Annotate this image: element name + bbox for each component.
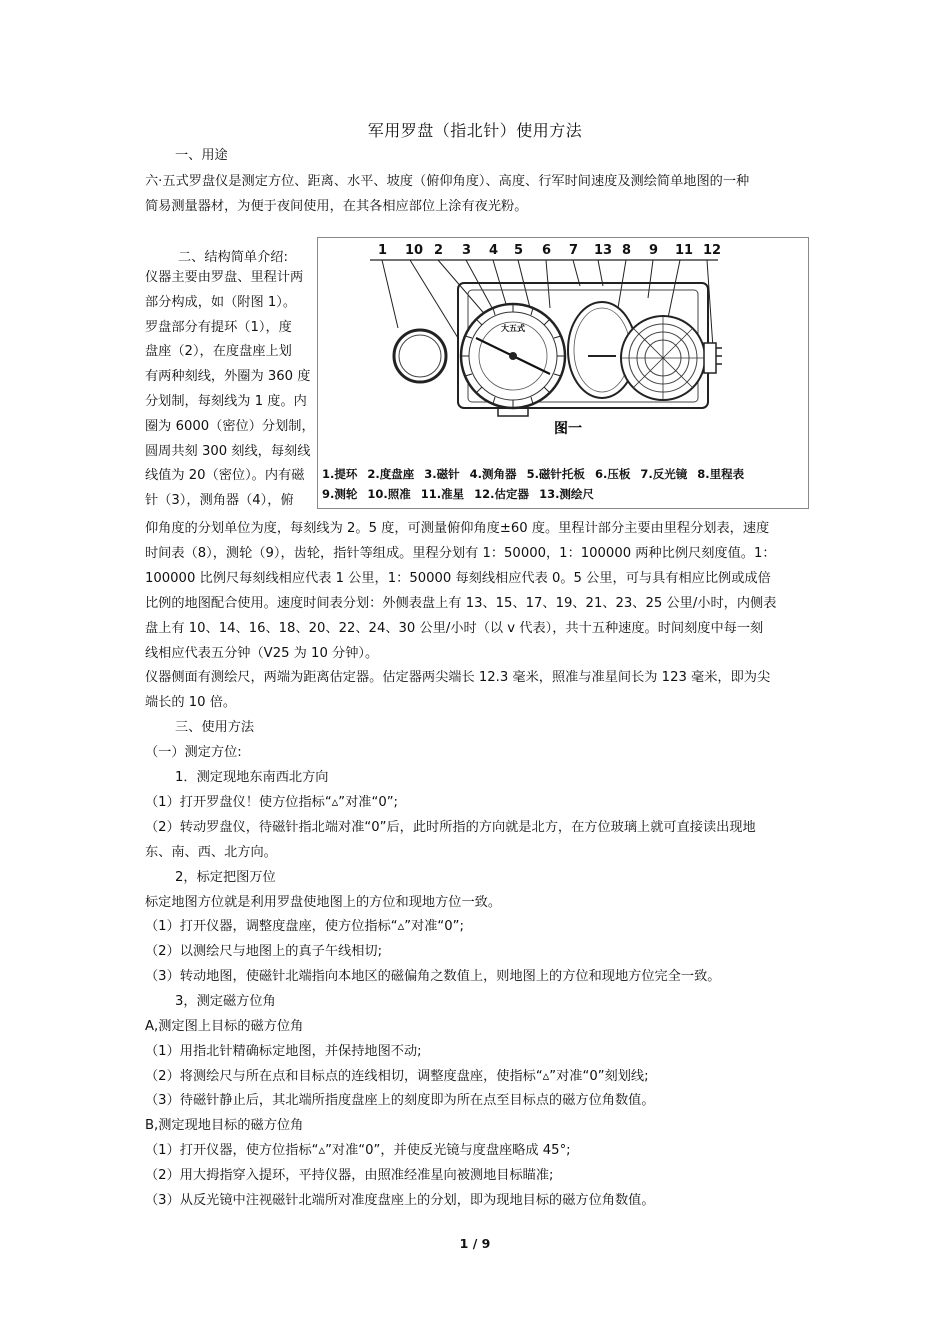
section2-line: 比例的地图配合使用。速度时间表分划：外侧表盘上有 13、15、17、19、21、23、25 公里/小时，内侧表 (145, 596, 777, 611)
item3b-line: （2）用大拇指穿入提环，平持仪器，由照准经准星向被测地目标瞄准; (145, 1168, 554, 1183)
item3b-line: （3）从反光镜中注视磁针北端所对准度盘座上的分划，即为现地目标的磁方位角数值。 (145, 1193, 655, 1208)
item2-line: （3）转动地图，使磁针北端指向本地区的磁偏角之数值上，则地图上的方位和现地方位完全一致。 (145, 969, 721, 984)
legend-item: 8.里程表 (697, 467, 745, 481)
label-num: 10 (405, 243, 424, 258)
dial-brand-text: 大五式 (501, 324, 525, 333)
item3a-title: A,测定图上目标的磁方位角 (145, 1019, 304, 1034)
section2-heading: 二、结构简单介绍: (178, 250, 288, 265)
item1-line: （2）转动罗盘仪，待磁针指北端对准“0”后，此时所指的方向就是北方，在方位玻璃上就可直接读出现地 (145, 820, 756, 835)
item3a-line: （2）将测绘尺与所在点和目标点的连线相切，调整度盘座，使指标“▵”对准“0”刻划线; (145, 1069, 649, 1084)
item2-line: 标定地图方位就是利用罗盘使地图上的方位和现地方位一致。 (145, 895, 502, 910)
section2-line: 端长的 10 倍。 (145, 695, 237, 710)
item3-title: 3，测定磁方位角 (175, 994, 276, 1009)
label-num: 12 (703, 243, 722, 258)
section2-left-line: 部分构成，如（附图 1）。 (145, 294, 297, 310)
section2-left-line: 盘座（2），在度盘座上划 (145, 344, 292, 360)
section2-left-column (145, 266, 317, 514)
figure-legend-row-2 (322, 486, 600, 502)
label-num: 13 (594, 243, 613, 258)
section3-heading: 三、使用方法 (175, 720, 255, 735)
section3-sub1: （一）测定方位: (145, 745, 242, 760)
legend-item: 1.提环 (322, 467, 358, 481)
legend-item: 4.测角器 (469, 467, 517, 481)
label-num: 11 (675, 243, 694, 258)
section2-left-line: 圆周共刻 300 刻线，每刻线 (145, 443, 311, 459)
legend-item: 2.度盘座 (367, 467, 415, 481)
legend-item: 11.准星 (420, 487, 465, 501)
label-num: 7 (569, 243, 579, 258)
section2-left-line: 针（3），测角器（4），俯 (145, 493, 294, 509)
legend-item: 13.测绘尺 (539, 487, 594, 501)
label-num: 2 (434, 243, 444, 258)
label-num: 1 (378, 243, 388, 258)
label-num: 5 (514, 243, 524, 258)
item1-line: （1）打开罗盘仪！使方位指标“▵”对准“0”; (145, 795, 398, 810)
section2-line: 线相应代表五分钟（V25 为 10 分钟）。 (145, 646, 379, 661)
legend-item: 6.压板 (594, 467, 631, 481)
item2-line: （1）打开仪器，调整度盘座，使方位指标“▵”对准“0”; (145, 919, 464, 934)
section1-line-1: 六·五式罗盘仪是测定方位、距离、水平、坡度（俯仰角度）、高度、行军时间速度及测绘简单地图的一种 (145, 174, 750, 189)
section2-line: 时间表（8），测轮（9），齿轮，指针等组成。里程分划有 1：50000，1：100000 两种比例尺刻度值。1： (145, 546, 776, 561)
section2-left-line: 有两种刻线，外圈为 360 度 (145, 369, 311, 385)
section2-left-line: 分划制，每刻线为 1 度。内 (145, 393, 307, 409)
item2-title: 2，标定把图万位 (175, 870, 276, 885)
figure-legend-row-1 (322, 466, 750, 482)
legend-item: 5.磁针托板 (526, 467, 585, 481)
section2-left-line: 罗盘部分有提环（1），度 (145, 319, 292, 335)
item1-title: 1．测定现地东南西北方向 (175, 770, 329, 785)
legend-item: 3.磁针 (424, 467, 460, 481)
section2-line: 100000 比例尺每刻线相应代表 1 公里，1：50000 每刻线相应代表 0。5 公里，可与具有相应比例或成倍 (145, 571, 771, 586)
item2-line: （2）以测绘尺与地图上的真子午线相切; (145, 944, 383, 959)
section2-line: 仰角度的分划单位为度，每刻线为 2。5 度，可测量俯仰角度±60 度。里程计部分主要由里程分划表，速度 (145, 521, 770, 536)
section2-left-line: 圈为 6000（密位）分划制， (145, 418, 315, 434)
compass-diagram-figure (317, 237, 809, 509)
page-indicator: 1 / 9 (459, 1236, 491, 1251)
label-num: 3 (462, 243, 472, 258)
item3a-line: （1）用指北针精确标定地图，并保持地图不动; (145, 1044, 422, 1059)
legend-item: 12.估定器 (474, 487, 530, 501)
legend-item: 7.反光镜 (640, 467, 688, 481)
section2-line: 仪器侧面有测绘尺，两端为距离估定器。估定器两尖端长 12.3 毫米，照准与准星间长为 123 毫米，即为尖 (145, 670, 771, 685)
legend-item: 10.照准 (367, 487, 411, 501)
section2-left-line: 仪器主要由罗盘、里程计两 (145, 270, 304, 285)
section2-line: 盘上有 10、14、16、18、20、22、24、30 公里/小时（以 v 代表），共十五种速度。时间刻度中每一刻 (145, 621, 764, 636)
section2-left-line: 线值为 20（密位）。内有磁 (145, 468, 305, 484)
item3a-line: （3）待磁针静止后，其北端所指度盘座上的刻度即为所在点至目标点的磁方位角数值。 (145, 1093, 655, 1108)
legend-item: 9.测轮 (322, 487, 358, 501)
item1-line: 东、南、西、北方向。 (145, 845, 277, 860)
page-title: 军用罗盘（指北针）使用方法 (367, 121, 583, 140)
figure-caption: 图一 (554, 421, 582, 437)
label-num: 9 (649, 243, 659, 258)
section1-heading: 一、用途 (175, 148, 228, 163)
item3b-line: （1）打开仪器，使方位指标“▵”对准“0”，并使反光镜与度盘座略成 45°; (145, 1143, 571, 1158)
label-num: 6 (542, 243, 552, 258)
section1-line-2: 简易测量器材，为便于夜间使用，在其各相应部位上涂有夜光粉。 (145, 199, 528, 214)
label-num: 4 (489, 243, 499, 258)
label-num: 8 (622, 243, 632, 258)
item3b-title: B,测定现地目标的磁方位角 (145, 1118, 304, 1133)
